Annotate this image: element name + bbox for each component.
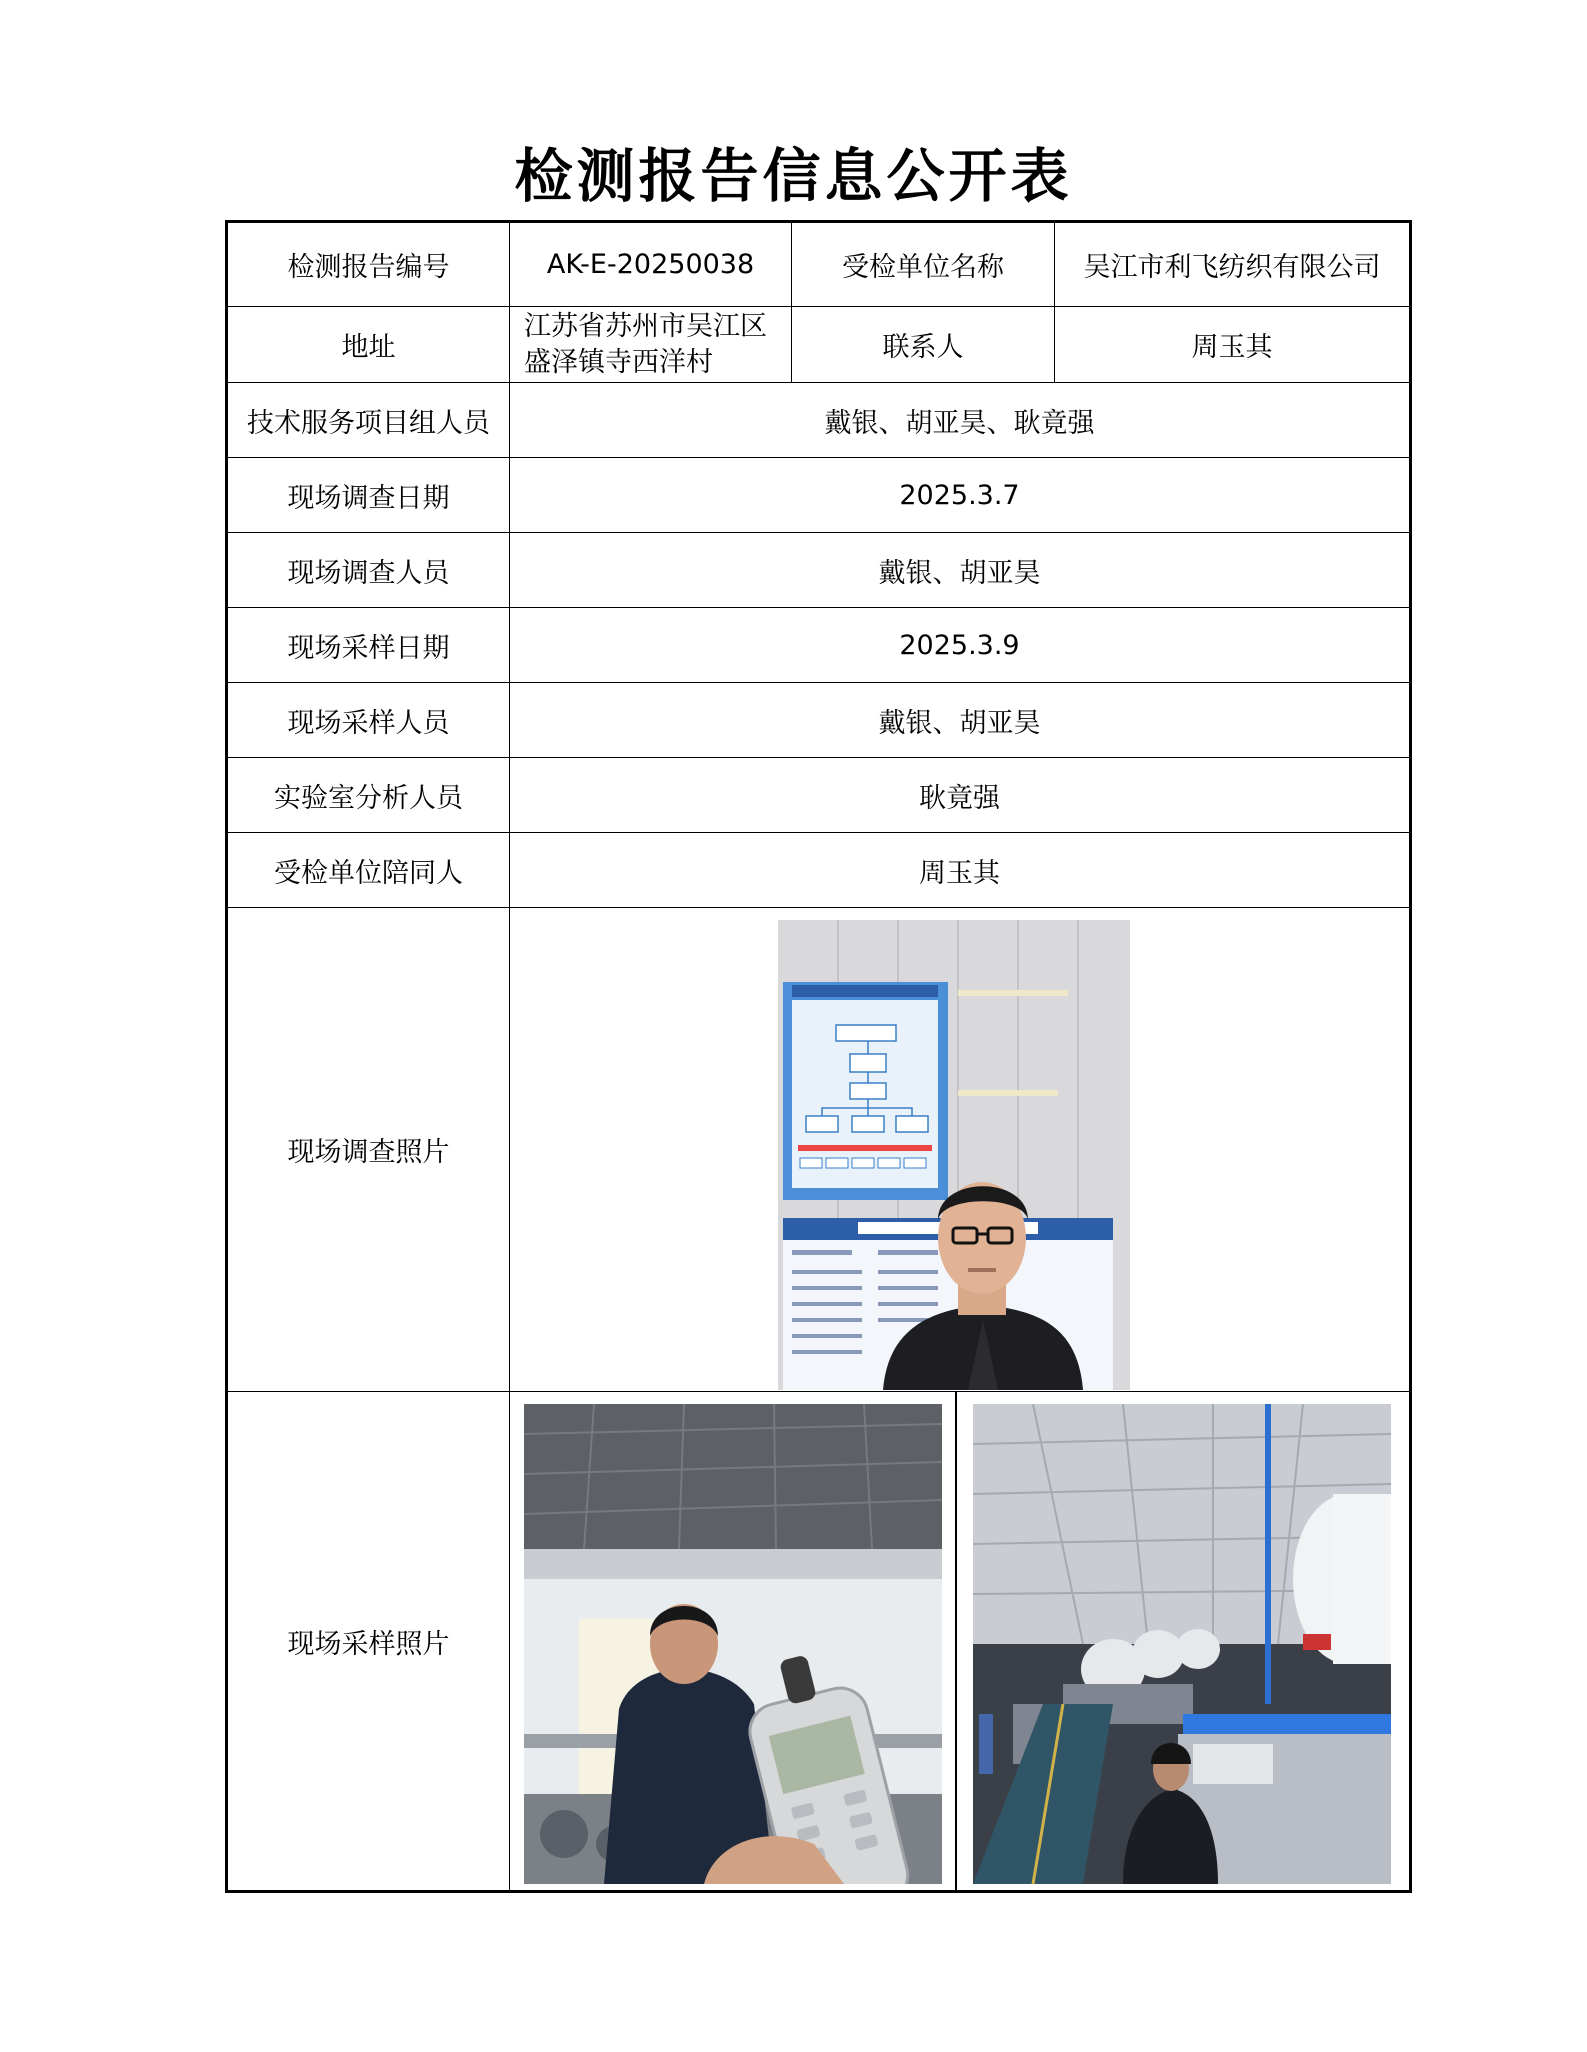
address-line-1: 江苏省苏州市吴江区 [524,310,767,342]
survey-date-value: 2025.3.7 [510,458,1409,533]
sampling-staff-label: 现场采样人员 [228,683,510,758]
survey-photo-label: 现场调查照片 [228,908,510,1392]
sampling-date-label: 现场采样日期 [228,608,510,683]
lab-analyst-label: 实验室分析人员 [228,758,510,833]
project-team-value: 戴银、胡亚昊、耿竟强 [510,383,1409,458]
survey-date-label: 现场调查日期 [228,458,510,533]
sampling-photo-meter [524,1404,942,1884]
report-no-value: AK-E-20250038 [510,223,792,307]
survey-photo [778,920,1130,1390]
sampling-photo-label: 现场采样照片 [228,1392,510,1890]
escort-value: 周玉其 [510,833,1409,908]
page-title: 检测报告信息公开表 [514,142,1073,210]
company-value: 吴江市利飞纺织有限公司 [1055,223,1409,307]
report-no-label: 检测报告编号 [228,223,510,307]
escort-label: 受检单位陪同人 [228,833,510,908]
sampling-staff-value: 戴银、胡亚昊 [510,683,1409,758]
info-table [225,220,1412,1893]
contact-label: 联系人 [792,307,1055,383]
address-label: 地址 [228,307,510,383]
sampling-photo-workshop [973,1404,1391,1884]
address-value [510,307,792,383]
contact-value: 周玉其 [1055,307,1409,383]
survey-staff-value: 戴银、胡亚昊 [510,533,1409,608]
photo-divider [955,1392,957,1890]
company-label: 受检单位名称 [792,223,1055,307]
lab-analyst-value: 耿竟强 [510,758,1409,833]
survey-staff-label: 现场调查人员 [228,533,510,608]
sampling-date-value: 2025.3.9 [510,608,1409,683]
address-line-2: 盛泽镇寺西洋村 [524,346,713,378]
project-team-label: 技术服务项目组人员 [228,383,510,458]
